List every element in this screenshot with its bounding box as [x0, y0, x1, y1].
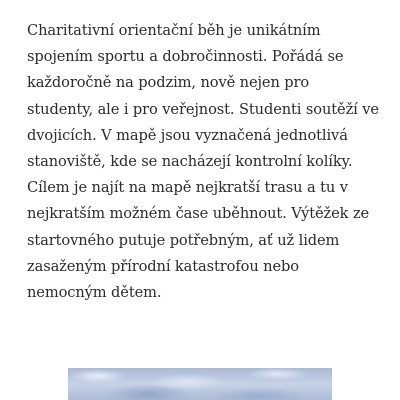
paragraph-line: Charitativní orientační běh je unikátním: [27, 22, 321, 39]
article-photo: [68, 368, 332, 400]
paragraph-line: zasaženým přírodní katastrofou nebo: [27, 257, 299, 275]
paragraph-line: nejkratším možném čase uběhnout. Výtěžek ze: [27, 205, 370, 223]
article-paragraph: [27, 18, 387, 306]
paragraph-line: stanoviště, kde se nacházejí kontrolní kolíky.: [27, 153, 353, 171]
paragraph-line: nemocným dětem.: [27, 284, 162, 302]
paragraph-line: dvojicích. V mapě jsou vyznačená jednotlivá: [27, 126, 348, 144]
paragraph-line: studenty, ale i pro veřejnost. Studenti soutěží ve: [27, 100, 379, 118]
paragraph-line: každoročně na podzim, nově nejen pro: [27, 74, 310, 92]
paragraph-line: spojením sportu a dobročinnosti. Pořádá se: [27, 48, 344, 66]
paragraph-line: Cílem je najít na mapě nejkratší trasu a tu v: [27, 179, 348, 197]
paragraph-line: startovného putuje potřebným, ať už lidem: [27, 231, 340, 249]
